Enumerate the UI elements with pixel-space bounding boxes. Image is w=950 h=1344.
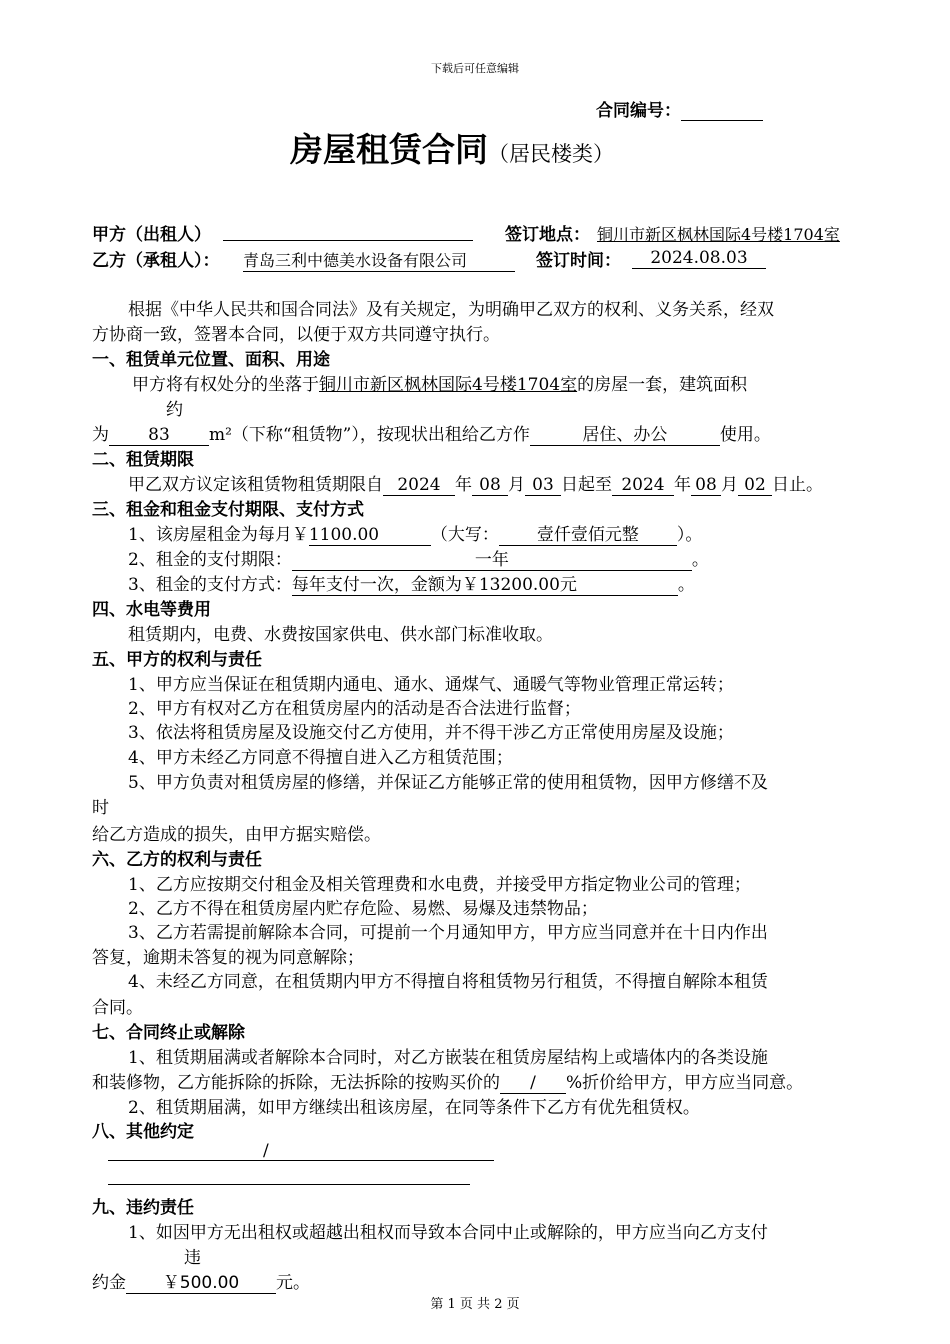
s8-slash: / xyxy=(263,1141,269,1161)
sign-time-label: 签订时间： xyxy=(536,251,621,271)
s1-text: m²（下称“租赁物”），按现状出租给乙方作 xyxy=(209,425,530,445)
s1-line-1 xyxy=(132,370,747,395)
s2-end-month: 08 xyxy=(691,475,721,496)
contract-number-value xyxy=(681,102,763,121)
s7-item-1-cont xyxy=(92,1068,803,1094)
s7-percent: / xyxy=(500,1073,566,1094)
s6-item-3-cont: 答复，逾期未答复的视为同意解除； xyxy=(92,948,364,968)
page-title xyxy=(290,124,614,171)
s9-text: 约金 xyxy=(92,1273,126,1293)
s1-text: 为 xyxy=(92,425,109,445)
s6-item-3: 3、乙方若需提前解除本合同，可提前一个月通知甲方，甲方应当同意并在十日内作出 xyxy=(128,923,768,943)
s7-text: %折价给甲方，甲方应当同意。 xyxy=(566,1073,804,1093)
party-a-blank xyxy=(223,240,473,241)
s1-text: 的房屋一套，建筑面积 xyxy=(577,375,748,395)
s1-address: 铜川市新区枫林国际4号楼1704室 xyxy=(319,375,578,395)
s3-item-2 xyxy=(128,545,709,571)
s7-item-2: 2、租赁期届满，如甲方继续出租该房屋，在同等条件下乙方有优先租赁权。 xyxy=(128,1098,700,1118)
s2-text: 月 xyxy=(508,475,525,495)
section-9-heading: 九、违约责任 xyxy=(92,1198,194,1218)
s6-item-4: 4、未经乙方同意，在租赁期内甲方不得擅自将租赁物另行租赁，不得擅自解除本租赁 xyxy=(128,972,768,992)
sign-time-row xyxy=(632,248,766,269)
section-6-heading: 六、乙方的权利与责任 xyxy=(92,850,262,870)
s2-text: 甲乙双方议定该租赁物租赁期限自 xyxy=(128,475,383,495)
s3-period: 一年 xyxy=(292,545,692,571)
sign-place-value: 铜川市新区枫林国际4号楼1704室 xyxy=(597,225,840,244)
s3-method: 每年支付一次，金额为￥13200.00元 xyxy=(292,570,678,596)
s2-text: 日止。 xyxy=(772,475,823,495)
s3-text: 2、租金的支付期限： xyxy=(128,550,292,570)
s1-line-2 xyxy=(92,420,771,446)
contract-number xyxy=(596,96,763,121)
s1-area: 83 xyxy=(109,425,209,446)
party-b-row xyxy=(243,248,515,272)
s3-item-3 xyxy=(128,570,695,596)
intro-line-2: 方协商一致，签署本合同，以便于双方共同遵守执行。 xyxy=(92,325,500,345)
s1-wrap: 约 xyxy=(166,400,183,420)
s3-item-1 xyxy=(128,520,702,546)
s3-rent: 1100.00 xyxy=(309,525,431,546)
section-2-heading: 二、租赁期限 xyxy=(92,450,194,470)
s9-item-1-wrap: 违 xyxy=(184,1248,201,1268)
s2-start-day: 03 xyxy=(525,475,561,496)
s3-text: 1、该房屋租金为每月￥ xyxy=(128,525,309,545)
sign-place-label: 签订地点： xyxy=(505,225,590,245)
s5-item-5-cont: 给乙方造成的损失，由甲方据实赔偿。 xyxy=(92,825,381,845)
s5-item-5-wrap: 时 xyxy=(92,798,109,818)
title-sub: （居民楼类） xyxy=(488,142,614,166)
s1-text: 使用。 xyxy=(719,425,771,445)
s3-text: ）。 xyxy=(676,525,703,545)
s3-text: （大写： xyxy=(430,525,499,545)
s2-end-day: 02 xyxy=(738,475,772,496)
s5-item-5: 5、甲方负责对租赁房屋的修缮，并保证乙方能够正常的使用租赁物，因甲方修缮不及 xyxy=(128,773,768,793)
s2-text: 日起至 xyxy=(561,475,612,495)
s2-text: 年 xyxy=(674,475,691,495)
s3-text: 3、租金的支付方式： xyxy=(128,575,292,595)
s3-text: 。 xyxy=(691,550,709,570)
section-7-heading: 七、合同终止或解除 xyxy=(92,1023,245,1043)
section-5-heading: 五、甲方的权利与责任 xyxy=(92,650,262,670)
s8-blank-line-1 xyxy=(108,1160,494,1161)
sign-time-value: 2024.08.03 xyxy=(632,248,766,269)
s6-item-1: 1、乙方应按期交付租金及相关管理费和水电费，并接受甲方指定物业公司的管理； xyxy=(128,875,751,895)
s6-item-2: 2、乙方不得在租赁房屋内贮存危险、易燃、易爆及违禁物品； xyxy=(128,899,598,919)
s2-start-month: 08 xyxy=(472,475,508,496)
s3-text: 。 xyxy=(677,575,695,595)
s8-blank-line-2 xyxy=(108,1184,470,1185)
header-watermark: 下载后可任意编辑 xyxy=(431,62,519,75)
party-b-label: 乙方（承租人）： xyxy=(92,251,220,271)
s7-item-1: 1、租赁期届满或者解除本合同时，对乙方嵌装在租赁房屋结构上或墙体内的各类设施 xyxy=(128,1048,768,1068)
s1-purpose: 居住、办公 xyxy=(530,420,720,446)
s2-end-year: 2024 xyxy=(612,475,674,496)
party-b-value: 青岛三利中德美水设备有限公司 xyxy=(243,248,515,272)
s5-item-4: 4、甲方未经乙方同意不得擅自进入乙方租赁范围； xyxy=(128,748,513,768)
s9-penalty: ￥500.00 xyxy=(126,1268,276,1294)
s5-item-3: 3、依法将租赁房屋及设施交付乙方使用，并不得干涉乙方正常使用房屋及设施； xyxy=(128,723,734,743)
party-a-label: 甲方（出租人） xyxy=(92,225,211,245)
s2-text: 月 xyxy=(721,475,738,495)
s5-item-2: 2、甲方有权对乙方在租赁房屋内的活动是否合法进行监督； xyxy=(128,699,581,719)
s2-start-year: 2024 xyxy=(383,475,455,496)
s1-text: 甲方将有权处分的坐落于 xyxy=(132,375,319,395)
s3-rent-words: 壹仟壹佰元整 xyxy=(499,520,677,546)
intro-line-1: 根据《中华人民共和国合同法》及有关规定，为明确甲乙双方的权利、义务关系，经双 xyxy=(128,300,774,320)
title-main: 房屋租赁合同 xyxy=(290,130,488,169)
section-4-heading: 四、水电等费用 xyxy=(92,600,211,620)
page-footer: 第 1 页 共 2 页 xyxy=(430,1297,520,1312)
section-8-heading: 八、其他约定 xyxy=(92,1122,194,1142)
s4-text: 租赁期内，电费、水费按国家供电、供水部门标准收取。 xyxy=(128,625,553,645)
contract-number-label: 合同编号： xyxy=(596,101,681,121)
s9-text: 元。 xyxy=(276,1273,310,1293)
s2-text: 年 xyxy=(455,475,472,495)
s5-item-1: 1、甲方应当保证在租赁期内通电、通水、通煤气、通暖气等物业管理正常运转； xyxy=(128,675,734,695)
s2-line xyxy=(128,470,823,496)
s7-text: 和装修物，乙方能拆除的拆除，无法拆除的按购买价的 xyxy=(92,1073,500,1093)
section-3-heading: 三、租金和租金支付期限、支付方式 xyxy=(92,500,364,520)
section-1-heading: 一、租赁单元位置、面积、用途 xyxy=(92,350,330,370)
s9-item-1-cont xyxy=(92,1268,310,1294)
s6-item-4-cont: 合同。 xyxy=(92,998,143,1018)
s9-item-1: 1、如因甲方无出租权或超越出租权而导致本合同中止或解除的，甲方应当向乙方支付 xyxy=(128,1223,768,1243)
